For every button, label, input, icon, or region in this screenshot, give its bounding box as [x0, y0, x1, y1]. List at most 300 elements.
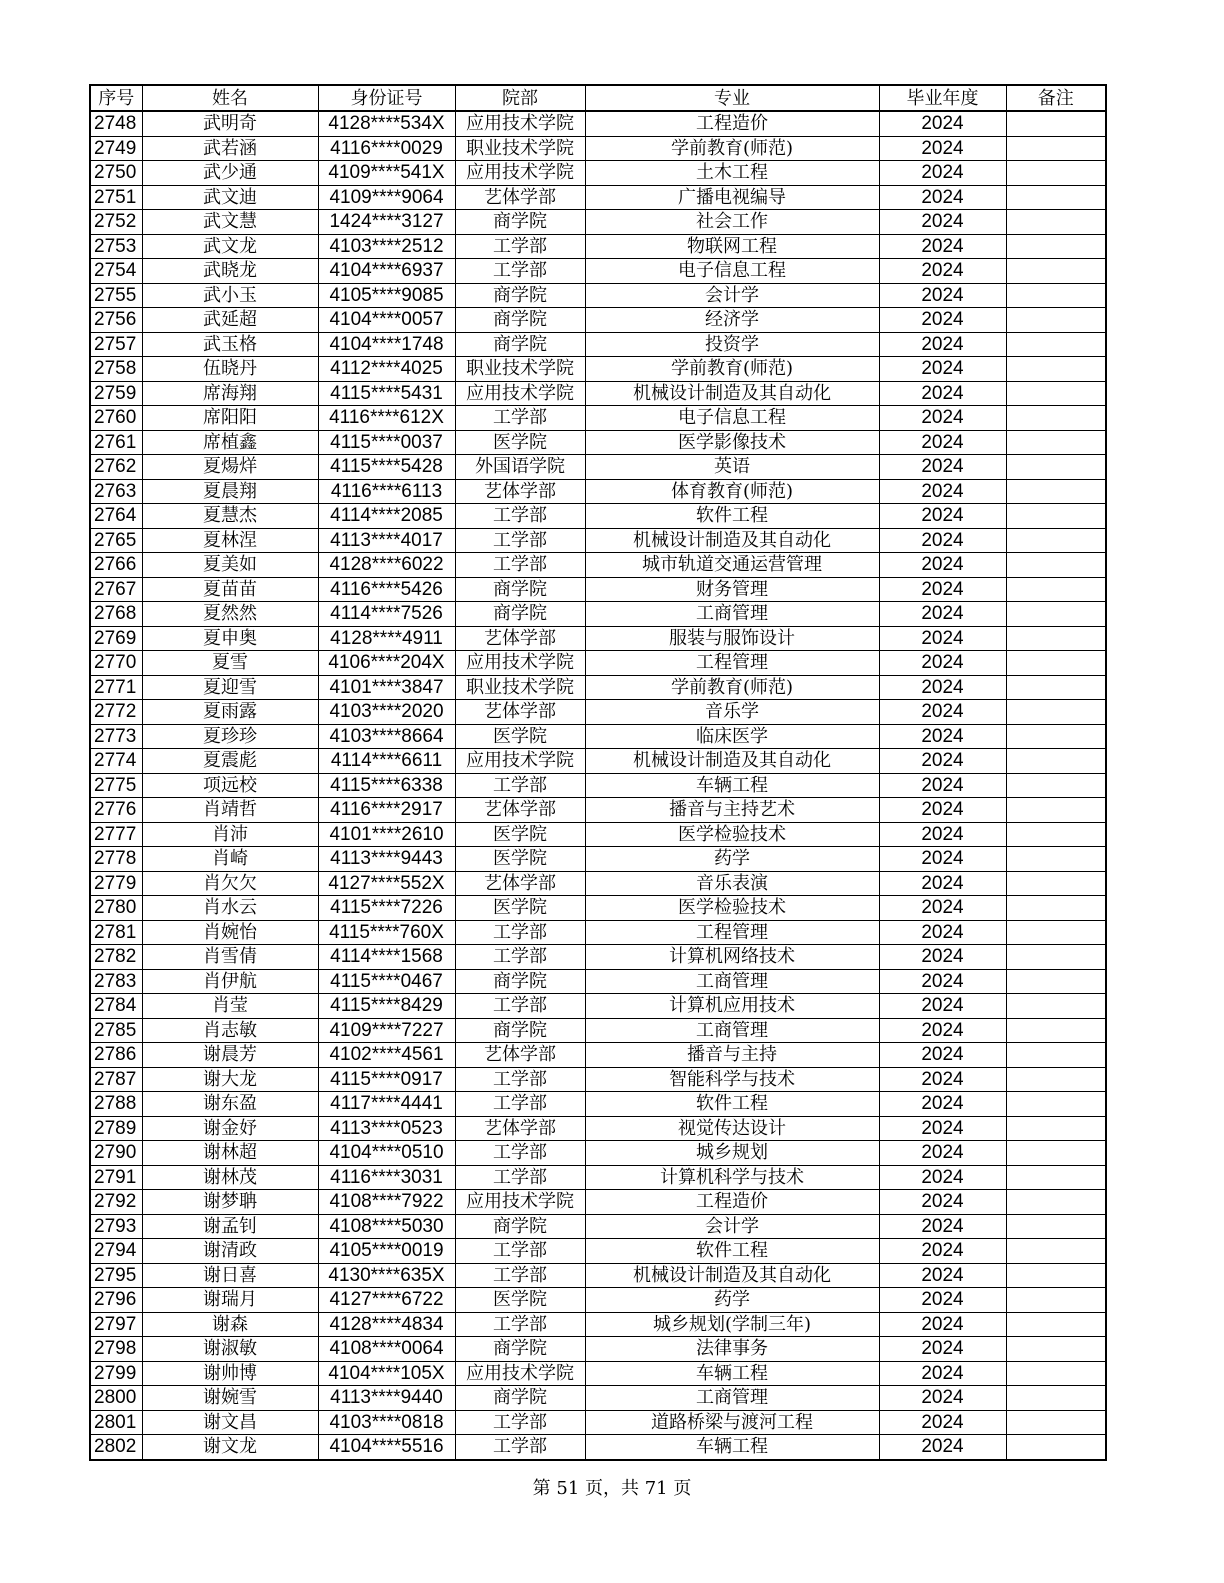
header-name: 姓名: [142, 85, 318, 111]
remarks-cell: [1006, 553, 1106, 578]
graduation-year-cell: 2024: [879, 111, 1006, 136]
remarks-cell: [1006, 308, 1106, 333]
serial-cell: 2773: [90, 724, 142, 749]
graduation-year-cell: 2024: [879, 1165, 1006, 1190]
name-cell: 武小玉: [142, 283, 318, 308]
table-row: [90, 1386, 1106, 1411]
major-cell: 物联网工程: [585, 234, 879, 259]
serial-cell: 2786: [90, 1043, 142, 1068]
name-cell: 武玉格: [142, 332, 318, 357]
serial-cell: 2758: [90, 357, 142, 382]
name-cell: 武晓龙: [142, 259, 318, 284]
page-footer: 第 51 页，共 71 页: [532, 1478, 692, 1499]
id-number-cell: 4113****9443: [318, 847, 455, 872]
major-cell: 体育教育(师范): [585, 479, 879, 504]
graduation-year-cell: 2024: [879, 553, 1006, 578]
remarks-cell: [1006, 1263, 1106, 1288]
name-cell: 夏申奥: [142, 626, 318, 651]
remarks-cell: [1006, 1067, 1106, 1092]
id-number-cell: 4108****0064: [318, 1337, 455, 1362]
department-cell: 工学部: [455, 504, 585, 529]
id-number-cell: 4117****4441: [318, 1092, 455, 1117]
header-id-number: 身份证号: [318, 85, 455, 111]
name-cell: 夏然然: [142, 602, 318, 627]
name-cell: 夏晨翔: [142, 479, 318, 504]
name-cell: 夏雪: [142, 651, 318, 676]
id-number-cell: 4101****2610: [318, 822, 455, 847]
remarks-cell: [1006, 920, 1106, 945]
remarks-cell: [1006, 798, 1106, 823]
major-cell: 智能科学与技术: [585, 1067, 879, 1092]
remarks-cell: [1006, 528, 1106, 553]
serial-cell: 2797: [90, 1312, 142, 1337]
remarks-cell: [1006, 1288, 1106, 1313]
table-row: [90, 259, 1106, 284]
table-row: [90, 357, 1106, 382]
serial-cell: 2792: [90, 1190, 142, 1215]
graduation-year-cell: 2024: [879, 651, 1006, 676]
remarks-cell: [1006, 210, 1106, 235]
table-row: [90, 773, 1106, 798]
graduation-year-cell: 2024: [879, 1067, 1006, 1092]
department-cell: 工学部: [455, 1435, 585, 1460]
name-cell: 肖靖哲: [142, 798, 318, 823]
id-number-cell: 4104****1748: [318, 332, 455, 357]
id-number-cell: 4105****0019: [318, 1239, 455, 1264]
major-cell: 土木工程: [585, 161, 879, 186]
graduation-year-cell: 2024: [879, 577, 1006, 602]
department-cell: 商学院: [455, 602, 585, 627]
graduation-year-cell: 2024: [879, 847, 1006, 872]
table-row: [90, 724, 1106, 749]
id-number-cell: 4103****2020: [318, 700, 455, 725]
serial-cell: 2776: [90, 798, 142, 823]
major-cell: 社会工作: [585, 210, 879, 235]
remarks-cell: [1006, 773, 1106, 798]
id-number-cell: 4104****0510: [318, 1141, 455, 1166]
name-cell: 夏雨露: [142, 700, 318, 725]
table-row: [90, 847, 1106, 872]
name-cell: 肖莹: [142, 994, 318, 1019]
major-cell: 广播电视编导: [585, 185, 879, 210]
id-number-cell: 4112****4025: [318, 357, 455, 382]
name-cell: 武延超: [142, 308, 318, 333]
id-number-cell: 4104****105X: [318, 1361, 455, 1386]
table-row: [90, 136, 1106, 161]
department-cell: 工学部: [455, 1239, 585, 1264]
department-cell: 工学部: [455, 1067, 585, 1092]
major-cell: 音乐表演: [585, 871, 879, 896]
table-row: [90, 234, 1106, 259]
header-department: 院部: [455, 85, 585, 111]
table-row: [90, 430, 1106, 455]
graduation-year-cell: 2024: [879, 1410, 1006, 1435]
table-row: [90, 1018, 1106, 1043]
table-row: [90, 1214, 1106, 1239]
serial-cell: 2774: [90, 749, 142, 774]
department-cell: 医学院: [455, 847, 585, 872]
major-cell: 临床医学: [585, 724, 879, 749]
graduation-year-cell: 2024: [879, 798, 1006, 823]
remarks-cell: [1006, 185, 1106, 210]
name-cell: 谢大龙: [142, 1067, 318, 1092]
graduation-year-cell: 2024: [879, 234, 1006, 259]
name-cell: 武若涵: [142, 136, 318, 161]
remarks-cell: [1006, 651, 1106, 676]
major-cell: 电子信息工程: [585, 406, 879, 431]
department-cell: 工学部: [455, 406, 585, 431]
table-row: [90, 920, 1106, 945]
table-row: [90, 332, 1106, 357]
major-cell: 法律事务: [585, 1337, 879, 1362]
name-cell: 谢文昌: [142, 1410, 318, 1435]
graduation-year-cell: 2024: [879, 479, 1006, 504]
remarks-cell: [1006, 406, 1106, 431]
name-cell: 夏震彪: [142, 749, 318, 774]
department-cell: 工学部: [455, 994, 585, 1019]
major-cell: 服装与服饰设计: [585, 626, 879, 651]
major-cell: 城乡规划: [585, 1141, 879, 1166]
id-number-cell: 4130****635X: [318, 1263, 455, 1288]
id-number-cell: 4115****6338: [318, 773, 455, 798]
name-cell: 夏煬烊: [142, 455, 318, 480]
id-number-cell: 4127****6722: [318, 1288, 455, 1313]
department-cell: 医学院: [455, 724, 585, 749]
serial-cell: 2785: [90, 1018, 142, 1043]
table-row: [90, 1361, 1106, 1386]
name-cell: 谢帅博: [142, 1361, 318, 1386]
department-cell: 商学院: [455, 332, 585, 357]
id-number-cell: 4116****0029: [318, 136, 455, 161]
department-cell: 艺体学部: [455, 626, 585, 651]
serial-cell: 2764: [90, 504, 142, 529]
name-cell: 谢梦聃: [142, 1190, 318, 1215]
graduation-year-cell: 2024: [879, 185, 1006, 210]
department-cell: 职业技术学院: [455, 357, 585, 382]
graduation-year-cell: 2024: [879, 822, 1006, 847]
remarks-cell: [1006, 749, 1106, 774]
table-row: [90, 969, 1106, 994]
remarks-cell: [1006, 1165, 1106, 1190]
name-cell: 谢日喜: [142, 1263, 318, 1288]
department-cell: 医学院: [455, 896, 585, 921]
table-row: [90, 1239, 1106, 1264]
id-number-cell: 4104****0057: [318, 308, 455, 333]
id-number-cell: 4116****612X: [318, 406, 455, 431]
table-row: [90, 1092, 1106, 1117]
department-cell: 外国语学院: [455, 455, 585, 480]
serial-cell: 2765: [90, 528, 142, 553]
major-cell: 机械设计制造及其自动化: [585, 749, 879, 774]
table-header-row: [90, 85, 1106, 111]
serial-cell: 2780: [90, 896, 142, 921]
id-number-cell: 4103****0818: [318, 1410, 455, 1435]
graduation-year-cell: 2024: [879, 1435, 1006, 1460]
graduation-year-cell: 2024: [879, 724, 1006, 749]
table-row: [90, 798, 1106, 823]
serial-cell: 2788: [90, 1092, 142, 1117]
table-row: [90, 1190, 1106, 1215]
id-number-cell: 4115****760X: [318, 920, 455, 945]
name-cell: 谢森: [142, 1312, 318, 1337]
department-cell: 商学院: [455, 577, 585, 602]
id-number-cell: 4106****204X: [318, 651, 455, 676]
remarks-cell: [1006, 969, 1106, 994]
header-remarks: 备注: [1006, 85, 1106, 111]
major-cell: 城乡规划(学制三年): [585, 1312, 879, 1337]
department-cell: 工学部: [455, 920, 585, 945]
major-cell: 药学: [585, 847, 879, 872]
serial-cell: 2793: [90, 1214, 142, 1239]
serial-cell: 2751: [90, 185, 142, 210]
department-cell: 应用技术学院: [455, 749, 585, 774]
remarks-cell: [1006, 1435, 1106, 1460]
table-row: [90, 1141, 1106, 1166]
graduation-year-cell: 2024: [879, 504, 1006, 529]
major-cell: 车辆工程: [585, 1361, 879, 1386]
major-cell: 音乐学: [585, 700, 879, 725]
graduation-year-cell: 2024: [879, 1361, 1006, 1386]
serial-cell: 2761: [90, 430, 142, 455]
serial-cell: 2798: [90, 1337, 142, 1362]
graduation-year-cell: 2024: [879, 1386, 1006, 1411]
graduation-year-cell: 2024: [879, 1312, 1006, 1337]
table-row: [90, 945, 1106, 970]
graduation-year-cell: 2024: [879, 1141, 1006, 1166]
name-cell: 谢林茂: [142, 1165, 318, 1190]
major-cell: 视觉传达设计: [585, 1116, 879, 1141]
graduation-year-cell: 2024: [879, 283, 1006, 308]
name-cell: 谢林超: [142, 1141, 318, 1166]
id-number-cell: 4103****2512: [318, 234, 455, 259]
major-cell: 计算机科学与技术: [585, 1165, 879, 1190]
serial-cell: 2749: [90, 136, 142, 161]
serial-cell: 2783: [90, 969, 142, 994]
remarks-cell: [1006, 111, 1106, 136]
id-number-cell: 4104****6937: [318, 259, 455, 284]
name-cell: 武文慧: [142, 210, 318, 235]
remarks-cell: [1006, 283, 1106, 308]
remarks-cell: [1006, 577, 1106, 602]
serial-cell: 2779: [90, 871, 142, 896]
serial-cell: 2772: [90, 700, 142, 725]
table-row: [90, 1312, 1106, 1337]
graduation-year-cell: 2024: [879, 1263, 1006, 1288]
remarks-cell: [1006, 871, 1106, 896]
major-cell: 投资学: [585, 332, 879, 357]
serial-cell: 2760: [90, 406, 142, 431]
remarks-cell: [1006, 381, 1106, 406]
name-cell: 项远校: [142, 773, 318, 798]
graduation-year-cell: 2024: [879, 1288, 1006, 1313]
id-number-cell: 4104****5516: [318, 1435, 455, 1460]
graduation-year-cell: 2024: [879, 920, 1006, 945]
major-cell: 道路桥梁与渡河工程: [585, 1410, 879, 1435]
remarks-cell: [1006, 430, 1106, 455]
name-cell: 伍晓丹: [142, 357, 318, 382]
remarks-cell: [1006, 161, 1106, 186]
table-row: [90, 626, 1106, 651]
major-cell: 软件工程: [585, 504, 879, 529]
id-number-cell: 4114****2085: [318, 504, 455, 529]
serial-cell: 2750: [90, 161, 142, 186]
serial-cell: 2802: [90, 1435, 142, 1460]
remarks-cell: [1006, 1092, 1106, 1117]
name-cell: 谢清政: [142, 1239, 318, 1264]
major-cell: 工商管理: [585, 969, 879, 994]
serial-cell: 2778: [90, 847, 142, 872]
department-cell: 工学部: [455, 553, 585, 578]
graduation-year-cell: 2024: [879, 357, 1006, 382]
major-cell: 机械设计制造及其自动化: [585, 381, 879, 406]
table-row: [90, 700, 1106, 725]
remarks-cell: [1006, 136, 1106, 161]
major-cell: 工商管理: [585, 602, 879, 627]
graduation-year-cell: 2024: [879, 161, 1006, 186]
table-row: [90, 161, 1106, 186]
graduation-year-cell: 2024: [879, 1214, 1006, 1239]
table-row: [90, 185, 1106, 210]
table-row: [90, 577, 1106, 602]
name-cell: 谢东盈: [142, 1092, 318, 1117]
department-cell: 商学院: [455, 210, 585, 235]
major-cell: 药学: [585, 1288, 879, 1313]
remarks-cell: [1006, 1043, 1106, 1068]
graduation-year-cell: 2024: [879, 430, 1006, 455]
serial-cell: 2769: [90, 626, 142, 651]
graduation-year-cell: 2024: [879, 626, 1006, 651]
department-cell: 艺体学部: [455, 185, 585, 210]
department-cell: 应用技术学院: [455, 1361, 585, 1386]
name-cell: 席海翔: [142, 381, 318, 406]
department-cell: 艺体学部: [455, 1116, 585, 1141]
graduation-year-cell: 2024: [879, 1337, 1006, 1362]
remarks-cell: [1006, 626, 1106, 651]
serial-cell: 2801: [90, 1410, 142, 1435]
serial-cell: 2782: [90, 945, 142, 970]
department-cell: 工学部: [455, 1092, 585, 1117]
name-cell: 夏林涅: [142, 528, 318, 553]
major-cell: 播音与主持艺术: [585, 798, 879, 823]
department-cell: 医学院: [455, 822, 585, 847]
name-cell: 谢文龙: [142, 1435, 318, 1460]
id-number-cell: 4115****7226: [318, 896, 455, 921]
major-cell: 车辆工程: [585, 1435, 879, 1460]
department-cell: 工学部: [455, 259, 585, 284]
table-row: [90, 455, 1106, 480]
major-cell: 机械设计制造及其自动化: [585, 528, 879, 553]
serial-cell: 2754: [90, 259, 142, 284]
serial-cell: 2794: [90, 1239, 142, 1264]
name-cell: 谢婉雪: [142, 1386, 318, 1411]
remarks-cell: [1006, 1190, 1106, 1215]
id-number-cell: 4102****4561: [318, 1043, 455, 1068]
id-number-cell: 4115****0037: [318, 430, 455, 455]
department-cell: 工学部: [455, 1141, 585, 1166]
major-cell: 经济学: [585, 308, 879, 333]
department-cell: 艺体学部: [455, 1043, 585, 1068]
graduation-year-cell: 2024: [879, 381, 1006, 406]
id-number-cell: 4115****5428: [318, 455, 455, 480]
major-cell: 财务管理: [585, 577, 879, 602]
department-cell: 应用技术学院: [455, 111, 585, 136]
major-cell: 计算机网络技术: [585, 945, 879, 970]
graduation-year-cell: 2024: [879, 945, 1006, 970]
remarks-cell: [1006, 675, 1106, 700]
id-number-cell: 4128****6022: [318, 553, 455, 578]
serial-cell: 2796: [90, 1288, 142, 1313]
table-row: [90, 553, 1106, 578]
remarks-cell: [1006, 357, 1106, 382]
table-row: [90, 406, 1106, 431]
major-cell: 医学检验技术: [585, 822, 879, 847]
name-cell: 肖沛: [142, 822, 318, 847]
remarks-cell: [1006, 332, 1106, 357]
department-cell: 应用技术学院: [455, 381, 585, 406]
remarks-cell: [1006, 724, 1106, 749]
name-cell: 夏珍珍: [142, 724, 318, 749]
graduation-year-cell: 2024: [879, 896, 1006, 921]
name-cell: 肖雪倩: [142, 945, 318, 970]
table-row: [90, 749, 1106, 774]
graduation-year-cell: 2024: [879, 1092, 1006, 1117]
serial-cell: 2799: [90, 1361, 142, 1386]
table-row: [90, 1435, 1106, 1460]
table-row: [90, 602, 1106, 627]
major-cell: 电子信息工程: [585, 259, 879, 284]
serial-cell: 2768: [90, 602, 142, 627]
table-row: [90, 1288, 1106, 1313]
name-cell: 武文龙: [142, 234, 318, 259]
table-row: [90, 479, 1106, 504]
remarks-cell: [1006, 1410, 1106, 1435]
name-cell: 夏慧杰: [142, 504, 318, 529]
table-row: [90, 381, 1106, 406]
name-cell: 肖崎: [142, 847, 318, 872]
department-cell: 工学部: [455, 773, 585, 798]
serial-cell: 2759: [90, 381, 142, 406]
name-cell: 肖欠欠: [142, 871, 318, 896]
serial-cell: 2784: [90, 994, 142, 1019]
graduation-year-cell: 2024: [879, 210, 1006, 235]
major-cell: 工程造价: [585, 1190, 879, 1215]
remarks-cell: [1006, 945, 1106, 970]
serial-cell: 2763: [90, 479, 142, 504]
department-cell: 商学院: [455, 1214, 585, 1239]
department-cell: 工学部: [455, 1263, 585, 1288]
department-cell: 商学院: [455, 308, 585, 333]
graduation-year-cell: 2024: [879, 1018, 1006, 1043]
department-cell: 商学院: [455, 283, 585, 308]
remarks-cell: [1006, 1116, 1106, 1141]
id-number-cell: 4115****0467: [318, 969, 455, 994]
major-cell: 城市轨道交通运营管理: [585, 553, 879, 578]
major-cell: 工商管理: [585, 1386, 879, 1411]
id-number-cell: 4115****8429: [318, 994, 455, 1019]
department-cell: 应用技术学院: [455, 161, 585, 186]
serial-cell: 2777: [90, 822, 142, 847]
department-cell: 商学院: [455, 1337, 585, 1362]
department-cell: 医学院: [455, 430, 585, 455]
remarks-cell: [1006, 1361, 1106, 1386]
table-row: [90, 1067, 1106, 1092]
remarks-cell: [1006, 1018, 1106, 1043]
department-cell: 艺体学部: [455, 798, 585, 823]
remarks-cell: [1006, 994, 1106, 1019]
major-cell: 车辆工程: [585, 773, 879, 798]
remarks-cell: [1006, 1386, 1106, 1411]
serial-cell: 2748: [90, 111, 142, 136]
